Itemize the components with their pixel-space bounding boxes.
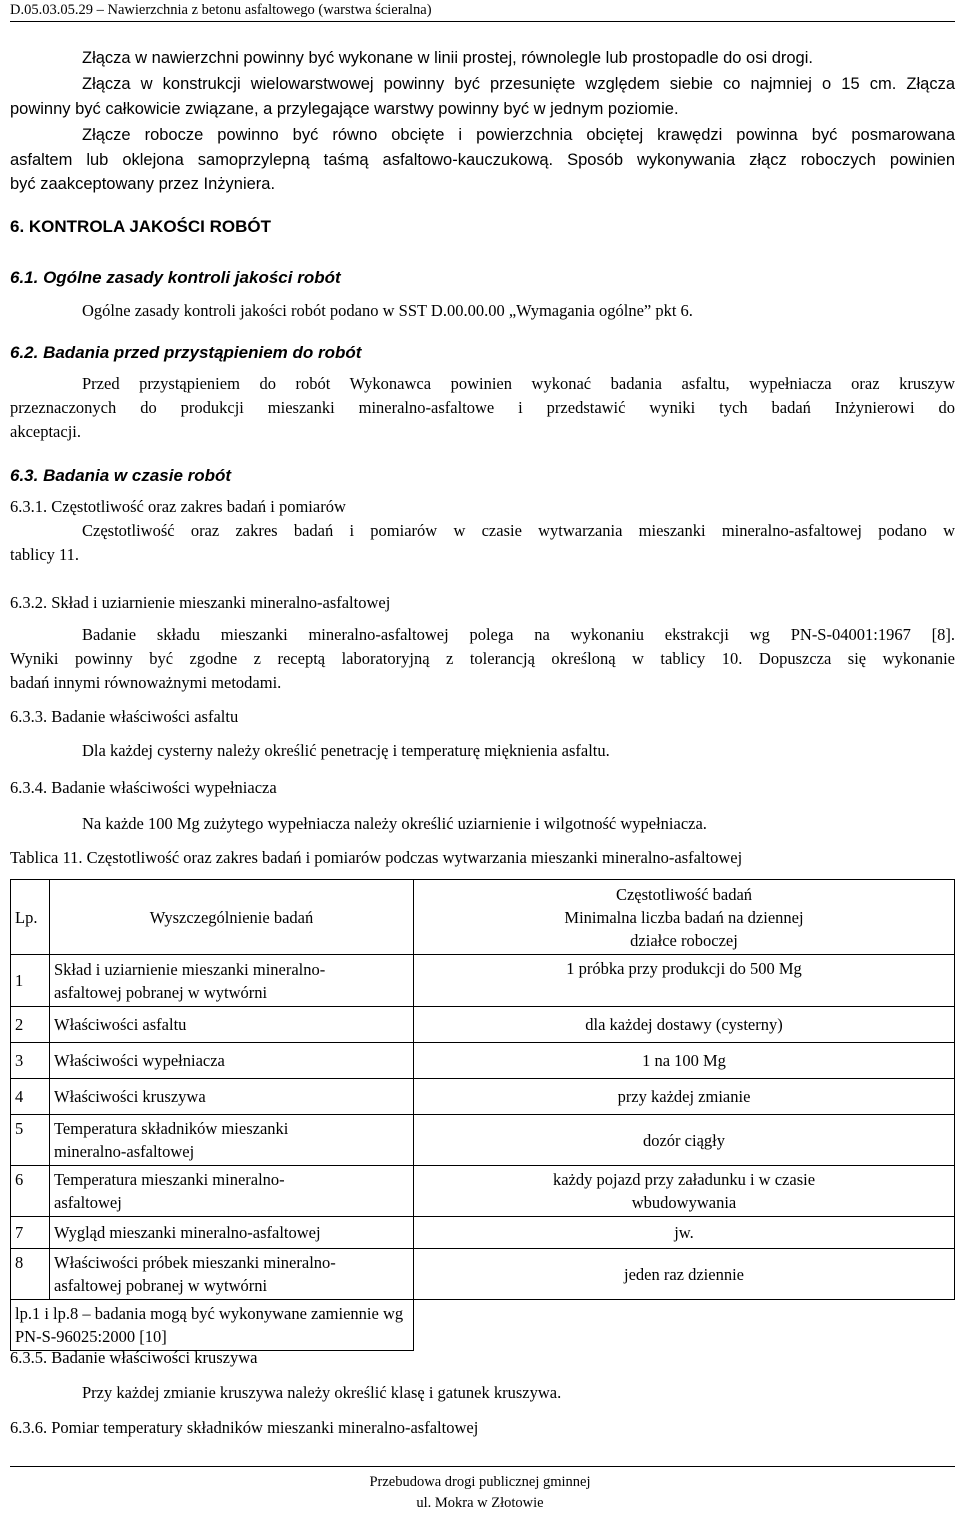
section-6-3-1-line-2: tablicy 11.	[10, 545, 80, 564]
section-6-3-3-heading: 6.3.3. Badanie właściwości asfaltu	[10, 707, 239, 726]
section-6-2-line-1: Przed przystąpieniem do robót Wykonawca powinien wykonać badania asfaltu, wypełniacza oraz kruszyw	[82, 374, 955, 393]
row-frequency: dozór ciągły	[414, 1115, 955, 1166]
section-6-1-heading: 6.1. Ogólne zasady kontroli jakości robót	[10, 268, 341, 287]
section-6-3-2-heading: 6.3.2. Skład i uziarnienie mieszanki mineralno-asfaltowej	[10, 593, 391, 612]
row-frequency-line: każdy pojazd przy załadunku i w czasie	[552, 1170, 816, 1189]
row-lp: 4	[11, 1079, 50, 1115]
section-6-3-1-line-1: Częstotliwość oraz zakres badań i pomiarów w czasie wytwarzania mieszanki mineralno-asfaltowej podano w	[82, 521, 955, 540]
row-item-line: Temperatura mieszanki mineralno-	[54, 1170, 285, 1189]
joints-line-3: powinny być całkowicie związane, a przylegające warstwy powinny być w jednym poziomie.	[10, 100, 679, 118]
row-item	[50, 955, 414, 1007]
row-frequency: przy każdej zmianie	[414, 1079, 955, 1115]
row-item: Wygląd mieszanki mineralno-asfaltowej	[50, 1217, 414, 1249]
table-11-caption: Tablica 11. Częstotliwość oraz zakres badań i pomiarów podczas wytwarzania mieszanki mineralno-asfaltowej	[10, 848, 743, 867]
row-item: Właściwości wypełniacza	[50, 1043, 414, 1079]
section-6-3-4-text: Na każde 100 Mg zużytego wypełniacza należy określić uziarnienie i wilgotność wypełniacza.	[82, 814, 707, 833]
row-item-line: asfaltowej pobranej w wytwórni	[54, 1276, 268, 1295]
row-frequency: 1 próbka przy produkcji do 500 Mg	[414, 955, 955, 1007]
table-note-row	[11, 1300, 955, 1351]
row-lp: 3	[11, 1043, 50, 1079]
table-row	[11, 1007, 955, 1043]
joints-line-6: być zaakceptowany przez Inżyniera.	[10, 175, 276, 193]
table-row	[11, 1079, 955, 1115]
table-row	[11, 1115, 955, 1166]
row-item	[50, 1115, 414, 1166]
header-frequency-line-3: działce roboczej	[630, 930, 738, 950]
row-lp: 6	[11, 1166, 50, 1217]
row-item: Właściwości asfaltu	[50, 1007, 414, 1043]
footer-divider	[10, 1466, 955, 1467]
row-frequency: 1 na 100 Mg	[414, 1043, 955, 1079]
section-6-3-2-line-3: badań innymi równoważnymi metodami.	[10, 673, 282, 692]
row-frequency: dla każdej dostawy (cysterny)	[414, 1007, 955, 1043]
table-note: lp.1 i lp.8 – badania mogą być wykonywane zamiennie wg PN-S-96025:2000 [10]	[11, 1300, 414, 1351]
row-lp: 8	[11, 1249, 50, 1300]
section-6-3-2-line-1: Badanie składu mieszanki mineralno-asfaltowej polega na wykonaniu ekstrakcji wg PN-S-04001:1967 [8].	[82, 625, 955, 644]
table-row	[11, 1166, 955, 1217]
row-item-line: asfaltowej pobranej w wytwórni	[54, 982, 268, 1002]
table-note-empty	[414, 1300, 955, 1351]
section-6-1-text: Ogólne zasady kontroli jakości robót podano w SST D.00.00.00 „Wymagania ogólne” pkt 6.	[82, 301, 693, 320]
section-6-3-1-heading: 6.3.1. Częstotliwość oraz zakres badań i pomiarów	[10, 497, 346, 516]
row-item-line: mineralno-asfaltowej	[54, 1142, 195, 1161]
header-frequency-line-2: Minimalna liczba badań na dziennej	[564, 907, 804, 927]
row-frequency	[414, 1166, 955, 1217]
row-item	[50, 1249, 414, 1300]
section-6-3-4-heading: 6.3.4. Badanie właściwości wypełniacza	[10, 778, 277, 797]
table-11	[10, 879, 955, 1351]
table-row	[11, 955, 955, 1007]
row-item	[50, 1166, 414, 1217]
row-lp: 2	[11, 1007, 50, 1043]
section-6-3-5-heading: 6.3.5. Badanie właściwości kruszywa	[10, 1348, 258, 1367]
section-6-3-3-text: Dla każdej cysterny należy określić penetrację i temperaturę mięknienia asfaltu.	[82, 741, 610, 760]
header-frequency-line-1: Częstotliwość badań	[615, 884, 753, 904]
table-row	[11, 1249, 955, 1300]
header-divider	[10, 21, 955, 22]
row-lp: 5	[11, 1115, 50, 1166]
table-row	[11, 1043, 955, 1079]
header-item: Wyszczególnienie badań	[50, 880, 414, 955]
row-item-line: Właściwości próbek mieszanki mineralno-	[54, 1253, 336, 1272]
section-6-3-5-text: Przy każdej zmianie kruszywa należy określić klasę i gatunek kruszywa.	[82, 1383, 562, 1402]
row-item: Właściwości kruszywa	[50, 1079, 414, 1115]
table-row	[11, 1217, 955, 1249]
section-6-3-2-line-2: Wyniki powinny być zgodne z receptą laboratoryjną z tolerancją określoną w tablicy 10. Dopuszcza się wykonanie	[10, 649, 955, 668]
section-6-heading: 6. KONTROLA JAKOŚCI ROBÓT	[10, 217, 271, 236]
row-item-line: Temperatura składników mieszanki	[54, 1119, 289, 1138]
row-lp: 1	[11, 955, 50, 1007]
joints-line-5: asfaltem lub oklejona samoprzylepną taśmą asfaltowo-kauczukową. Sposób wykonywania złącz roboczych powinien	[10, 151, 955, 169]
row-item-line: asfaltowej	[54, 1193, 122, 1212]
page-header-title: D.05.03.05.29 – Nawierzchnia z betonu asfaltowego (warstwa ścieralna)	[10, 2, 432, 18]
footer-line-2: ul. Mokra w Złotowie	[416, 1495, 544, 1511]
section-6-3-6-heading: 6.3.6. Pomiar temperatury składników mieszanki mineralno-asfaltowej	[10, 1418, 479, 1437]
header-frequency	[414, 880, 955, 955]
footer-line-1: Przebudowa drogi publicznej gminnej	[369, 1474, 591, 1490]
table-header-row	[11, 880, 955, 955]
joints-line-2: Złącza w konstrukcji wielowarstwowej powinny być przesunięte względem siebie co najmniej o 15 cm. Złącza	[82, 75, 955, 93]
section-6-2-line-3: akceptacji.	[10, 422, 81, 441]
row-frequency: jw.	[414, 1217, 955, 1249]
row-item-line: Skład i uziarnienie mieszanki mineralno-	[54, 959, 326, 979]
section-6-2-heading: 6.2. Badania przed przystąpieniem do robót	[10, 343, 362, 362]
row-frequency: jeden raz dziennie	[414, 1249, 955, 1300]
header-lp: Lp.	[11, 880, 50, 955]
joints-line-1: Złącza w nawierzchni powinny być wykonane w linii prostej, równolegle lub prostopadle do osi drogi.	[82, 49, 813, 67]
joints-line-4: Złącze robocze powinno być równo obcięte i powierzchnia obciętej krawędzi powinna być posmarowana	[82, 126, 955, 144]
section-6-3-heading: 6.3. Badania w czasie robót	[10, 466, 232, 485]
section-6-2-line-2: przeznaczonych do produkcji mieszanki mineralno-asfaltowe i przedstawić wyniki tych badań Inżynierowi do	[10, 398, 955, 417]
row-frequency-line: wbudowywania	[631, 1193, 737, 1212]
row-lp: 7	[11, 1217, 50, 1249]
